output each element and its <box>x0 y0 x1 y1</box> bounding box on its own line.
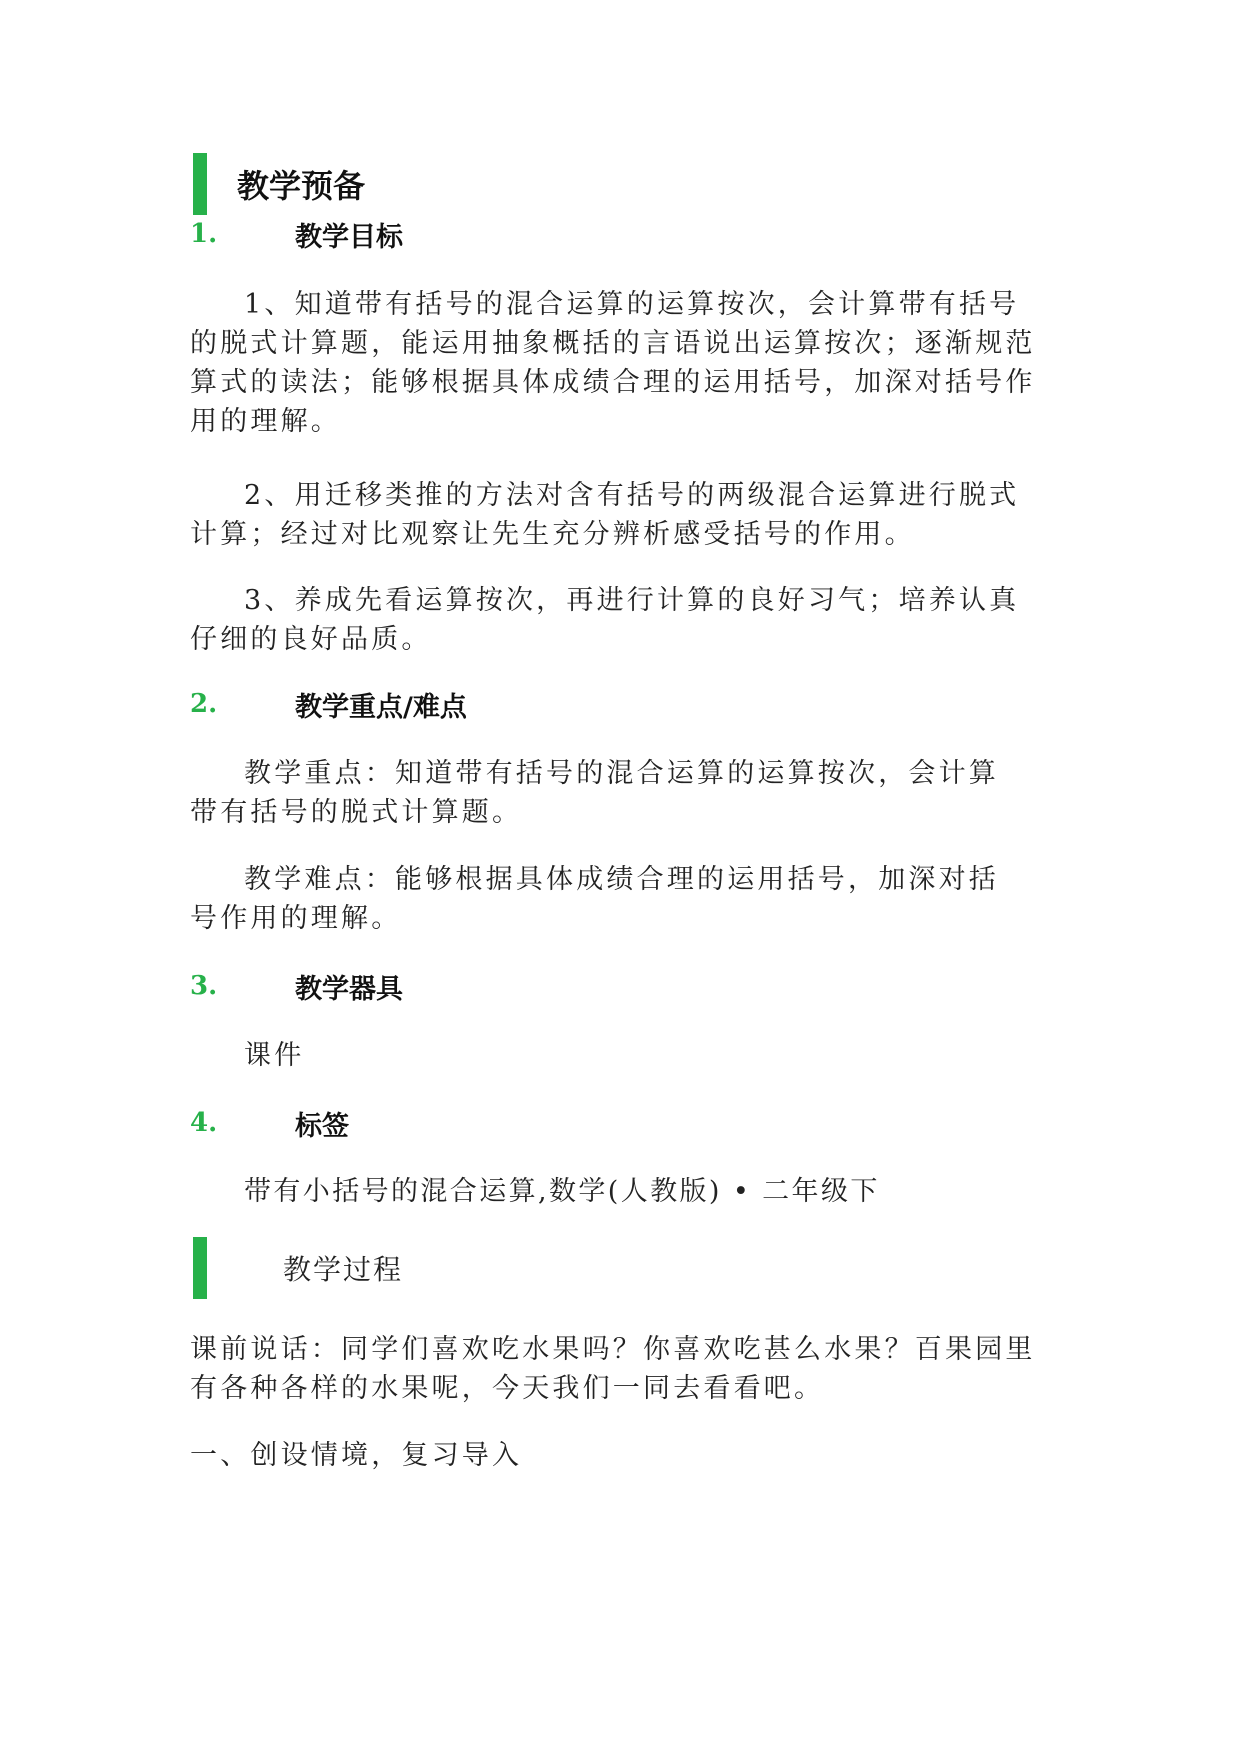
subhead-title: 教学重点/难点 <box>295 691 467 723</box>
section-title-prep: 教学预备 <box>237 167 366 205</box>
subhead-number: 3. <box>190 971 218 1001</box>
process-intro: 课前说话：同学们喜欢吃水果吗？你喜欢吃甚么水果？百果园里有各种各样的水果呢，今天我们一同去看看吧。 <box>190 1334 1036 1404</box>
section-accent-bar <box>193 1237 207 1299</box>
key-point-focus: 教学重点：知道带有括号的混合运算的运算按次，会计算带有括号的脱式计算题。 <box>190 758 999 828</box>
subhead-number: 4. <box>190 1108 218 1138</box>
key-point-difficulty: 教学难点：能够根据具体成绩合理的运用括号，加深对括号作用的理解。 <box>190 864 999 934</box>
section-title-process: 教学过程 <box>283 1253 404 1286</box>
tags-content: 带有小括号的混合运算,数学(人教版) • 二年级下 <box>244 1176 880 1207</box>
process-step-1: 一、创设情境，复习导入 <box>190 1440 523 1471</box>
tools-content: 课件 <box>244 1040 305 1071</box>
goal-item-2: 2、用迁移类推的方法对含有括号的两级混合运算进行脱式计算；经过对比观察让先生充分辨析感受括号的作用。 <box>190 480 1020 550</box>
subhead-goals <box>190 214 403 254</box>
goal-item-1: 1、知道带有括号的混合运算的运算按次，会计算带有括号的脱式计算题，能运用抽象概括的言语说出运算按次；逐渐规范算式的读法；能够根据具体成绩合理的运用括号，加深对括号作用的理解。 <box>190 289 1036 437</box>
subhead-tools <box>190 966 403 1006</box>
subhead-number: 1. <box>190 219 218 249</box>
goal-item-3: 3、养成先看运算按次，再进行计算的良好习气；培养认真仔细的良好品质。 <box>190 585 1020 655</box>
subhead-title: 标签 <box>295 1110 349 1142</box>
subhead-key-points <box>190 684 467 724</box>
section-accent-bar <box>193 153 207 215</box>
subhead-title: 教学器具 <box>295 973 403 1005</box>
subhead-title: 教学目标 <box>295 221 403 253</box>
subhead-tags <box>190 1103 349 1143</box>
subhead-number: 2. <box>190 689 218 719</box>
